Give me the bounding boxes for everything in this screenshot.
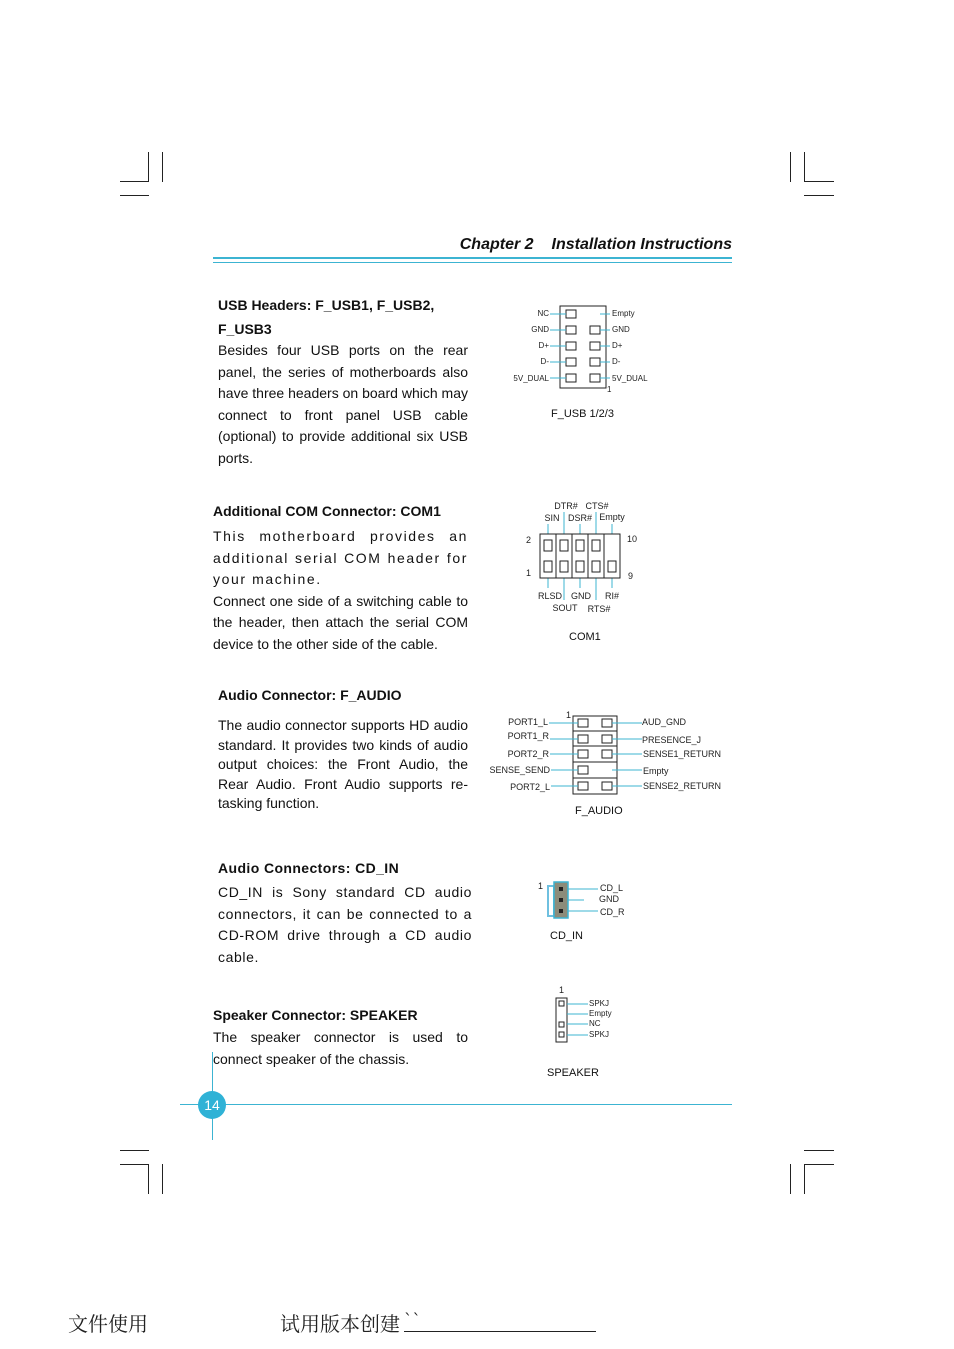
audio-right-pin-label: Empty (643, 766, 669, 776)
audio-right-pin-label: SENSE2_RETURN (643, 781, 722, 791)
cdin-body (218, 882, 472, 968)
audio-pin (578, 750, 588, 758)
footer-rule (180, 1104, 732, 1105)
com-pin-number: 2 (526, 535, 532, 545)
audio-right-pin-label: SENSE1_RETURN (643, 749, 722, 759)
com-pin (592, 540, 600, 551)
crop-mark (120, 195, 149, 196)
header-rule (213, 262, 732, 263)
usb-caption: F_USB 1/2/3 (551, 408, 614, 420)
usb-pin1-label: 1 (607, 385, 612, 394)
usb-pin (566, 310, 576, 318)
speaker-pin (559, 1032, 564, 1037)
usb-left-pin-label: D+ (538, 341, 549, 350)
com-body (213, 526, 468, 656)
header-rule (213, 257, 732, 259)
com-pin-number: 9 (628, 571, 634, 581)
usb-pin (566, 358, 576, 366)
com-pin (592, 561, 600, 572)
com-pin-number: 10 (627, 534, 638, 544)
speaker-pinout-diagram (548, 982, 628, 1044)
com-paragraph: This motherboard provides an additional serial COM header for your machine. (213, 528, 468, 588)
audio-pinout-diagram (480, 706, 730, 801)
usb-right-pin-label: GND (612, 325, 630, 334)
watermark-right: 试用版本创建 (280, 1312, 400, 1336)
speaker-section-title: Speaker Connector: SPEAKER (213, 1007, 418, 1023)
cdin-pin (559, 898, 563, 902)
audio-pin (602, 719, 612, 727)
com-top-label: CTS# (585, 501, 609, 511)
usb-pin (590, 374, 600, 382)
com-section-title: Additional COM Connector: COM1 (213, 503, 441, 519)
com-bottom-label: RI# (604, 591, 620, 601)
cdin-paragraph: CD_IN is Sony standard CD audio connectors, it can be connected to a CD-ROM drive through a CD audio cable. (218, 884, 472, 965)
audio-left-pin-label: PORT1_R (507, 731, 549, 741)
com-paragraph: Connect one side of a switching cable to the header, then attach the serial COM device to the other side of the cable. (213, 592, 468, 652)
crop-mark (804, 181, 834, 182)
usb-pin (590, 326, 600, 334)
audio-section-title: Audio Connector: F_AUDIO (218, 687, 402, 703)
usb-right-pin-label: 5V_DUAL (612, 374, 648, 383)
cdin-pin (559, 887, 563, 891)
crop-mark (804, 152, 805, 182)
audio-pin (602, 782, 612, 790)
com-pin (576, 540, 584, 551)
cdin-pinout-diagram (530, 876, 640, 924)
usb-right-pin-label: D+ (612, 341, 623, 350)
chapter-title: Installation Instructions (551, 236, 732, 253)
speaker-pin (559, 1001, 564, 1006)
usb-right-pin-label: Empty (612, 309, 635, 318)
chapter-label: Chapter 2 (459, 236, 534, 253)
speaker-pin (559, 1022, 564, 1027)
speaker-pin-label: SPKJ (589, 999, 610, 1008)
watermark-underline (404, 1331, 596, 1332)
page-number: 14 (198, 1091, 226, 1119)
usb-title-line2: F_USB3 (218, 321, 272, 337)
usb-body (218, 340, 468, 470)
crop-mark (120, 1164, 149, 1165)
crop-mark (148, 1164, 149, 1194)
watermark-left: 文件使用 (68, 1312, 148, 1336)
crop-mark (804, 1150, 834, 1151)
speaker-pin-label: NC (589, 1019, 601, 1028)
usb-left-pin-label: 5V_DUAL (513, 374, 549, 383)
crop-mark (162, 1164, 163, 1194)
speaker-pin1-label: 1 (559, 985, 565, 995)
usb-pin (590, 358, 600, 366)
com-caption: COM1 (569, 631, 601, 643)
cdin-pin (559, 909, 563, 913)
usb-left-pin-label: NC (537, 309, 549, 318)
com-top-label: Empty (599, 512, 625, 522)
speaker-header (556, 998, 567, 1042)
usb-right-pin-label: D- (612, 357, 621, 366)
audio-left-pin-label: PORT1_L (508, 717, 548, 727)
com-top-label: DSR# (567, 513, 593, 523)
audio-body (218, 716, 468, 814)
com-bottom-label: SOUT (552, 603, 578, 613)
audio-right-pin-label: AUD_GND (642, 717, 687, 727)
usb-title-line1: USB Headers: F_USB1, F_USB2, (218, 297, 435, 313)
com-pin (560, 540, 568, 551)
crop-mark (804, 195, 834, 196)
cdin-pin1-label: 1 (538, 881, 544, 891)
cdin-pin-label: CD_R (600, 907, 625, 917)
usb-left-pin-label: GND (531, 325, 549, 334)
usb-paragraph: Besides four USB ports on the rear panel, the series of motherboards also have three headers on board which may connect to front panel USB cable (optional) to provide additional six USB ports. (218, 342, 468, 466)
audio-pin (578, 719, 588, 727)
com-bottom-label: GND (571, 591, 591, 601)
crop-mark (162, 152, 163, 182)
com-pinout-diagram (520, 496, 660, 620)
com-pin (560, 561, 568, 572)
watermark-suffix: `` (404, 1311, 421, 1331)
com-pin-number: 1 (526, 568, 532, 578)
speaker-paragraph: The speaker connector is used to connect speaker of the chassis. (213, 1029, 468, 1067)
audio-left-pin-label: PORT2_R (507, 749, 549, 759)
usb-section-title (218, 293, 478, 341)
crop-mark (790, 152, 791, 182)
audio-pin1-label: 1 (566, 710, 572, 720)
cdin-section-title: Audio Connectors: CD_IN (218, 860, 400, 876)
usb-pin (566, 342, 576, 350)
speaker-caption: SPEAKER (547, 1067, 599, 1079)
com-pin (544, 540, 552, 551)
com-bottom-label: RTS# (587, 604, 611, 614)
usb-left-pin-label: D- (540, 357, 549, 366)
audio-caption: F_AUDIO (575, 805, 623, 817)
com-top-label: DTR# (554, 501, 578, 511)
crop-mark (120, 1150, 149, 1151)
speaker-body (213, 1027, 468, 1070)
crop-mark (148, 152, 149, 182)
com-pin (576, 561, 584, 572)
audio-left-pin-label: SENSE_SEND (489, 765, 550, 775)
com-pin (544, 561, 552, 572)
audio-pin (602, 735, 612, 743)
audio-pin (578, 766, 588, 774)
cdin-caption: CD_IN (550, 930, 584, 942)
audio-paragraph: The audio connector supports HD audio standard. It provides two kinds of audio output choices: the Front Audio, the Rear Audio. Front Audio supports re-tasking function. (218, 717, 468, 811)
crop-mark (790, 1164, 791, 1194)
audio-pin (602, 750, 612, 758)
speaker-pin-label: Empty (589, 1009, 612, 1018)
com-pin (608, 561, 616, 572)
crop-mark (804, 1164, 805, 1194)
crop-mark (804, 1164, 834, 1165)
audio-right-pin-label: PRESENCE_J (642, 735, 702, 745)
crop-mark (120, 181, 149, 182)
com-bottom-label: RLSD (537, 591, 563, 601)
speaker-pin-label: SPKJ (589, 1030, 610, 1039)
usb-pin (566, 374, 576, 382)
audio-pin (578, 782, 588, 790)
audio-left-pin-label: PORT2_L (510, 782, 550, 792)
com-top-label: SIN (544, 513, 560, 523)
usb-pin (566, 326, 576, 334)
usb-pin (590, 342, 600, 350)
cdin-pin-label: GND (599, 894, 619, 904)
cdin-pin-label: CD_L (600, 883, 624, 893)
audio-pin (578, 735, 588, 743)
chapter-header (213, 236, 732, 254)
